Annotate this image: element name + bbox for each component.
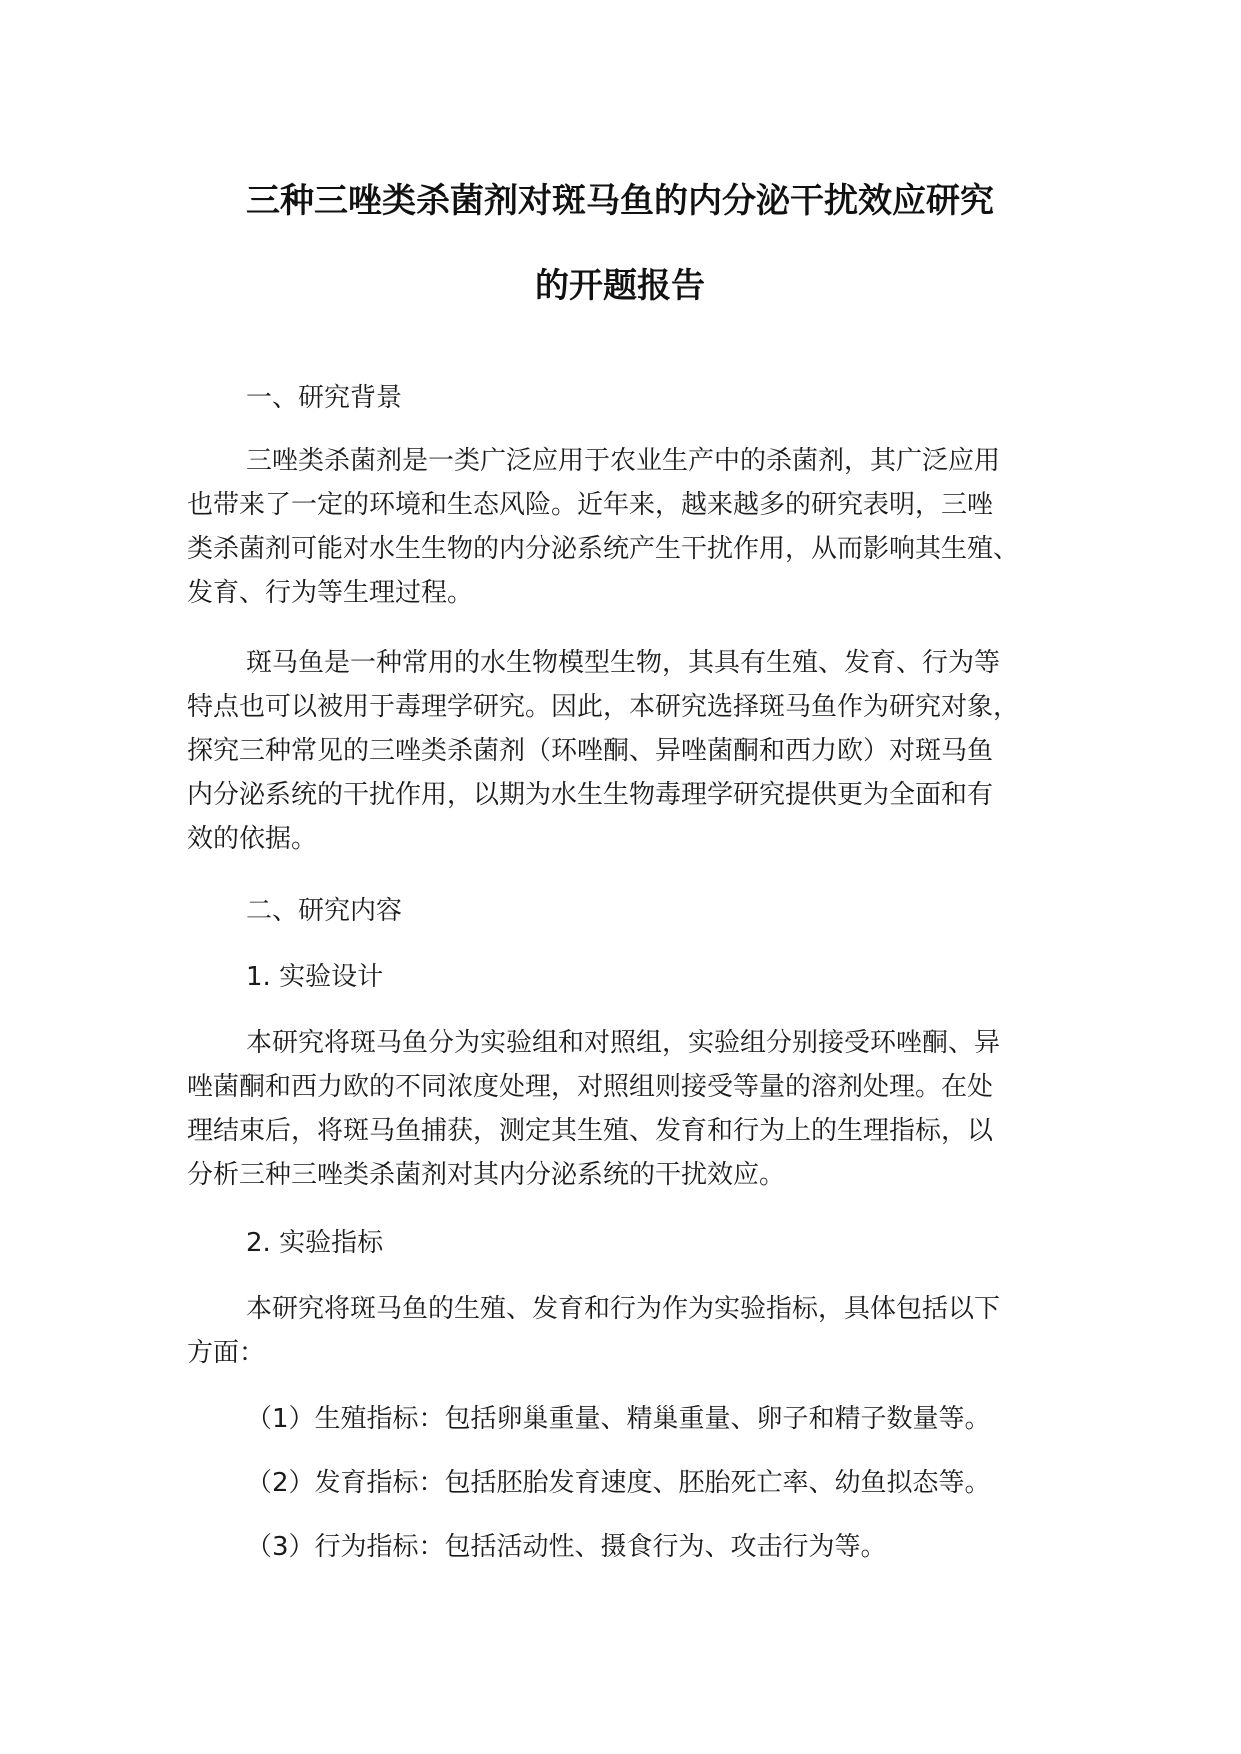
list-item: （2）发育指标：包括胚胎发育速度、胚胎死亡率、幼鱼拟态等。 [246, 1468, 991, 1498]
paragraph-line: 本研究将斑马鱼的生殖、发育和行为作为实验指标，具体包括以下 [246, 1294, 1001, 1324]
paragraph-line: 类杀菌剂可能对水生生物的内分泌系统产生干扰作用，从而影响其生殖、 [187, 534, 1020, 564]
paragraph-line: 三唑类杀菌剂是一类广泛应用于农业生产中的杀菌剂，其广泛应用 [246, 446, 1001, 476]
subsection-heading-design: 1. 实验设计 [246, 962, 384, 992]
paragraph-line: 特点也可以被用于毒理学研究。因此，本研究选择斑马鱼作为研究对象， [187, 692, 1020, 722]
list-item: （1）生殖指标：包括卵巢重量、精巢重量、卵子和精子数量等。 [246, 1404, 991, 1434]
subsection-heading-indicators: 2. 实验指标 [246, 1228, 384, 1258]
paragraph-line: 方面： [187, 1338, 266, 1368]
section-heading-background: 一、研究背景 [246, 383, 403, 413]
paragraph-line: 唑菌酮和西力欧的不同浓度处理，对照组则接受等量的溶剂处理。在处 [187, 1072, 994, 1102]
paragraph-line: 本研究将斑马鱼分为实验组和对照组，实验组分别接受环唑酮、异 [246, 1028, 1001, 1058]
paragraph-line: 内分泌系统的干扰作用，以期为水生生物毒理学研究提供更为全面和有 [187, 780, 994, 810]
paragraph-line: 探究三种常见的三唑类杀菌剂（环唑酮、异唑菌酮和西力欧）对斑马鱼 [187, 736, 994, 766]
paragraph-line: 分析三种三唑类杀菌剂对其内分泌系统的干扰效应。 [187, 1160, 786, 1190]
list-item: （3）行为指标：包括活动性、摄食行为、攻击行为等。 [246, 1532, 887, 1562]
paragraph-line: 效的依据。 [187, 824, 318, 854]
document-title-line-1: 三种三唑类杀菌剂对斑马鱼的内分泌干扰效应研究 [246, 181, 994, 221]
paragraph-line: 理结束后，将斑马鱼捕获，测定其生殖、发育和行为上的生理指标，以 [187, 1116, 994, 1146]
section-heading-content: 二、研究内容 [246, 896, 403, 926]
document-title-line-2: 的开题报告 [535, 266, 705, 306]
paragraph-line: 也带来了一定的环境和生态风险。近年来，越来越多的研究表明，三唑 [187, 490, 994, 520]
paragraph-line: 斑马鱼是一种常用的水生物模型生物，其具有生殖、发育、行为等 [246, 648, 1001, 678]
paragraph-line: 发育、行为等生理过程。 [187, 578, 474, 608]
